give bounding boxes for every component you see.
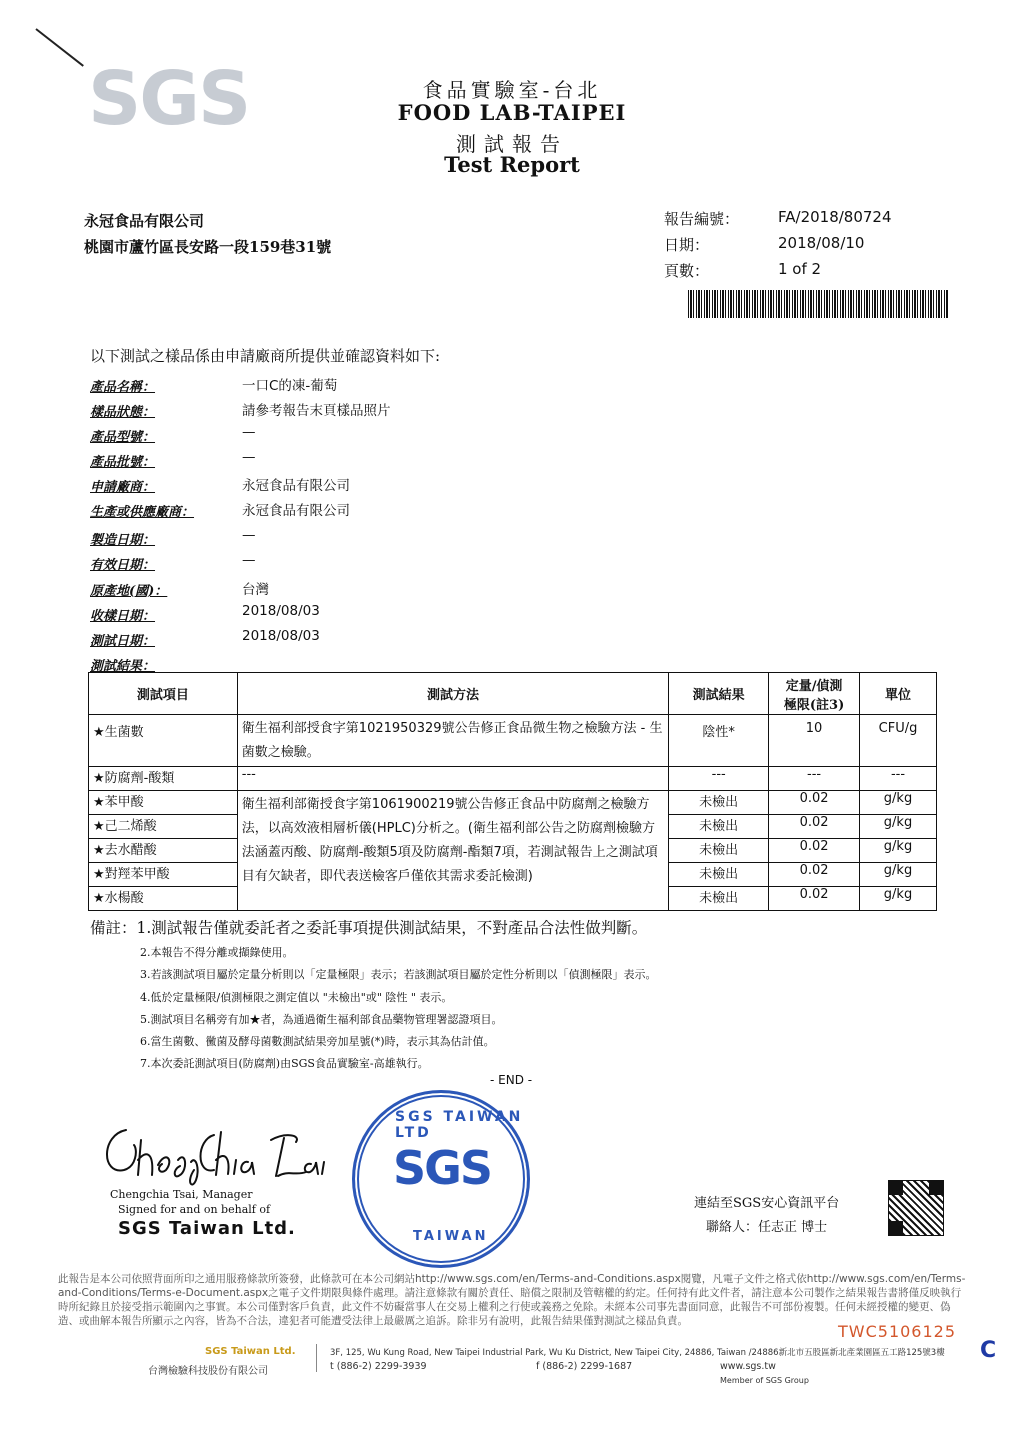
note-1: 備註：1.測試報告僅就委託者之委託事項提供測試結果，不對產品合法性做判斷。 <box>90 919 648 937</box>
disclaimer: 此報告是本公司依照背面所印之通用服務條款所簽發，此條款可在本公司網站http://www.sgs.com/en/Terms-and-Conditions.aspx閱覽，凡電子文件之格式依http://www.sgs.com/en/Terms-and-Conditions/Terms-e-Document.aspx之電子文件期限與條件處理。請注意條款有關於責任、賠償之限制及管轄權的約定。任何持有此文件者，請注意本公司製作之結果報告書將僅反映執行時所紀錄且於接受指示範圍內之事實。本公司僅對客戶負責，此文件不妨礙當事人在交易上權利之行使或義務之免除。未經本公司事先書面同意，此報告不可部份複製。任何未經授權的變更、偽造、或曲解本報告所顯示之內容，皆為不合法，違犯者可能遭受法律上最嚴厲之追訴。除非另有說明，此報告結果僅對測試之樣品負責。 <box>58 1273 966 1327</box>
cell-result: 陰性* <box>669 715 769 767</box>
cell-result: 未檢出 <box>669 791 769 815</box>
signature <box>96 1120 356 1190</box>
footer-web: www.sgs.tw <box>720 1361 776 1372</box>
field-label: 樣品狀態： <box>90 405 156 420</box>
signer-behalf: Signed for and on behalf of <box>118 1203 271 1216</box>
col-header-method: 測試方法 <box>237 673 668 715</box>
client-address: 桃園市蘆竹區長安路一段159巷31號 <box>84 238 332 256</box>
cell-unit: g/kg <box>860 815 937 839</box>
sgs-logo: SGS <box>88 56 250 142</box>
footer-divider <box>316 1344 317 1372</box>
note-4: 4.低於定量極限/偵測極限之測定值以 "未檢出"或" 陰性 " 表示。 <box>140 991 453 1004</box>
field-label: 生產或供應廠商： <box>90 505 195 520</box>
cell-unit: g/kg <box>860 839 937 863</box>
signer-company: SGS Taiwan Ltd. <box>118 1218 296 1239</box>
report-pages-label: 頁數： <box>664 262 710 280</box>
field-value: 台灣 <box>242 582 269 598</box>
field-value: 2018/08/03 <box>242 628 320 644</box>
cell-result: 未檢出 <box>669 815 769 839</box>
qr-code-icon <box>888 1180 944 1236</box>
cell-method: 衛生福利部授食字第1021950329號公告修正食品微生物之檢驗方法 - 生菌數之檢驗。 <box>237 715 668 767</box>
results-table <box>88 672 937 911</box>
client-name: 永冠食品有限公司 <box>84 212 205 230</box>
footer-fax: f (886-2) 2299-1687 <box>536 1361 633 1372</box>
cell-unit: g/kg <box>860 887 937 911</box>
report-date-value: 2018/08/10 <box>778 234 865 252</box>
table-row <box>89 791 937 815</box>
field-value: — <box>242 552 256 568</box>
cell-unit: g/kg <box>860 863 937 887</box>
cell-item: ★生菌數 <box>89 715 238 767</box>
grade-mark: C <box>980 1338 997 1363</box>
field-value: — <box>242 527 256 543</box>
cell-unit: g/kg <box>860 791 937 815</box>
col-header-limit-line1: 定量/偵測 <box>785 678 843 694</box>
cell-item: ★對羥苯甲酸 <box>89 863 238 887</box>
col-header-item: 測試項目 <box>89 673 238 715</box>
field-label: 有效日期： <box>90 558 156 573</box>
seal-center-text: SGS <box>393 1141 492 1195</box>
field-value: 永冠食品有限公司 <box>242 478 350 494</box>
report-pages-value: 1 of 2 <box>778 260 822 278</box>
cell-limit: 0.02 <box>769 863 860 887</box>
cell-limit: 0.02 <box>769 791 860 815</box>
field-value: — <box>242 424 256 440</box>
cell-unit: CFU/g <box>860 715 937 767</box>
field-value: — <box>242 449 256 465</box>
field-value: 一口C的凍-葡萄 <box>242 378 338 394</box>
signer-caption: Chengchia Tsai, Manager <box>110 1188 253 1201</box>
col-header-unit: 單位 <box>860 673 937 715</box>
cell-result: 未檢出 <box>669 863 769 887</box>
report-title-en: Test Report <box>444 152 580 177</box>
footer-tel: t (886-2) 2299-3939 <box>330 1361 427 1372</box>
field-label: 收樣日期： <box>90 609 156 624</box>
contact-person: 聯絡人：任志正 博士 <box>706 1220 828 1235</box>
field-value: 永冠食品有限公司 <box>242 503 350 519</box>
cell-result: 未檢出 <box>669 887 769 911</box>
field-label: 測試日期： <box>90 634 156 649</box>
report-title-zh: 測試報告 <box>456 132 568 156</box>
field-label: 製造日期： <box>90 533 156 548</box>
cell-limit: 10 <box>769 715 860 767</box>
report-no-value: FA/2018/80724 <box>778 208 892 226</box>
cell-item: ★防腐劑-酸類 <box>89 767 238 791</box>
pen-stroke <box>35 28 84 67</box>
cell-method-shared: 衛生福利部衛授食字第1061900219號公告修正食品中防腐劑之檢驗方法，以高效液相層析儀(HPLC)分析之。(衛生福利部公告之防腐劑檢驗方法涵蓋丙酸、防腐劑-酸類5項及防腐劑-酯類7項，若測試報告上之測試項目有欠缺者，即代表送檢客戶僅依其需求委託檢測) <box>237 791 668 911</box>
footer-member: Member of SGS Group <box>720 1376 809 1385</box>
seal-top-text: SGS TAIWAN LTD <box>395 1109 524 1141</box>
note-2: 2.本報告不得分離或擷錄使用。 <box>140 946 294 959</box>
field-label: 申請廠商： <box>90 480 156 495</box>
col-header-result: 測試結果 <box>669 673 769 715</box>
field-value: 2018/08/03 <box>242 603 320 619</box>
field-label: 產品批號： <box>90 455 156 470</box>
cell-limit: 0.02 <box>769 815 860 839</box>
cell-limit: 0.02 <box>769 839 860 863</box>
intro-text: 以下測試之樣品係由申請廠商所提供並確認資料如下: <box>90 347 441 365</box>
cell-unit: --- <box>860 767 937 791</box>
company-seal <box>352 1090 530 1268</box>
cell-item: ★己二烯酸 <box>89 815 238 839</box>
report-no-label: 報告編號： <box>664 210 740 228</box>
cell-method: --- <box>237 767 668 791</box>
col-header-limit <box>769 673 860 715</box>
end-mark: - END - <box>490 1073 533 1087</box>
cell-limit: --- <box>769 767 860 791</box>
note-3: 3.若該測試項目屬於定量分析則以「定量極限」表示；若該測試項目屬於定性分析則以「偵測極限」表示。 <box>140 968 657 981</box>
cell-item: ★苯甲酸 <box>89 791 238 815</box>
field-label: 產品型號： <box>90 430 156 445</box>
footer-company-zh: 台灣檢驗科技股份有限公司 <box>148 1366 268 1377</box>
footer-company-en: SGS Taiwan Ltd. <box>205 1346 296 1357</box>
note-6: 6.當生菌數、黴菌及酵母菌數測試結果旁加星號(*)時，表示其為估計值。 <box>140 1035 495 1048</box>
report-date-label: 日期： <box>664 236 710 254</box>
serial-number: TWC5106125 <box>838 1322 957 1341</box>
field-label: 原產地(國)： <box>90 584 168 599</box>
table-row <box>89 715 937 767</box>
field-label: 產品名稱： <box>90 380 156 395</box>
lab-title-en: FOOD LAB-TAIPEI <box>397 100 627 125</box>
field-value: 請參考報告末頁樣品照片 <box>242 403 391 419</box>
note-7: 7.本次委託測試項目(防腐劑)由SGS食品實驗室-高雄執行。 <box>140 1057 429 1070</box>
table-row <box>89 767 937 791</box>
seal-bottom-text: TAIWAN <box>413 1229 489 1244</box>
cell-limit: 0.02 <box>769 887 860 911</box>
note-5: 5.測試項目名稱旁有加★者，為通過衛生福利部食品藥物管理署認證項目。 <box>140 1013 503 1026</box>
cell-item: ★去水醋酸 <box>89 839 238 863</box>
cell-result: 未檢出 <box>669 839 769 863</box>
field-label: 測試結果： <box>90 659 156 674</box>
col-header-limit-line2: 極限(註3) <box>783 697 845 713</box>
cell-result: --- <box>669 767 769 791</box>
footer-address: 3F, 125, Wu Kung Road, New Taipei Industrial Park, Wu Ku District, New Taipei City, 24886, Taiwan /24886新北市五股區新北產業園區五工路125號3樓 <box>330 1348 945 1358</box>
cell-item: ★水楊酸 <box>89 887 238 911</box>
barcode <box>688 290 948 318</box>
lab-title-zh: 食品實驗室-台北 <box>422 78 602 102</box>
table-header-row <box>89 673 937 715</box>
contact-platform: 連結至SGS安心資訊平台 <box>694 1196 840 1211</box>
